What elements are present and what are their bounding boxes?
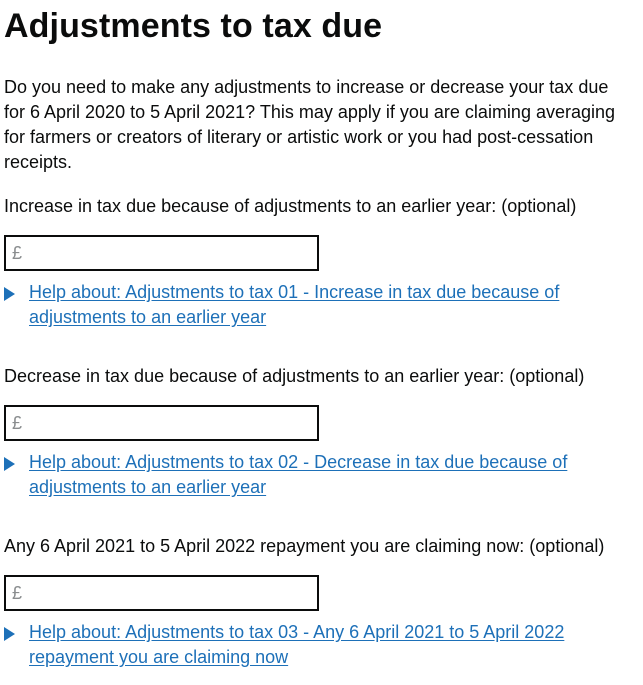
intro-text: Do you need to make any adjustments to increase or decrease your tax due for 6 April 2020 to 5 April 2021? This may apply if you are claiming averaging for farmers or creators of literary or artistic work or you had post-cessation receipts. [4, 77, 616, 172]
decrease-tax-input[interactable] [6, 407, 317, 439]
decrease-tax-field-group [4, 364, 640, 497]
repayment-claim-label: Any 6 April 2021 to 5 April 2022 repayment you are claiming now: (optional) [4, 536, 605, 556]
repayment-claim-input-wrapper [4, 575, 319, 611]
increase-tax-input-wrapper [4, 235, 319, 271]
increase-tax-label: Increase in tax due because of adjustments to an earlier year: (optional) [4, 196, 577, 216]
triangle-right-icon [4, 287, 15, 301]
decrease-tax-label: Decrease in tax due because of adjustments to an earlier year: (optional) [4, 366, 585, 386]
repayment-claim-field-group [4, 534, 640, 667]
increase-tax-input[interactable] [6, 237, 317, 269]
triangle-right-icon [4, 627, 15, 641]
help-link-adjustments-01[interactable]: Help about: Adjustments to tax 01 - Increase in tax due because of adjustments to an earlier year [29, 282, 560, 327]
help-link-adjustments-02[interactable]: Help about: Adjustments to tax 02 - Decrease in tax due because of adjustments to an earlier year [29, 452, 568, 497]
increase-tax-field-group [4, 194, 640, 327]
help-link-adjustments-03[interactable]: Help about: Adjustments to tax 03 - Any 6 April 2021 to 5 April 2022 repayment you are claiming now [29, 622, 565, 667]
page-title: Adjustments to tax due [4, 7, 383, 45]
triangle-right-icon [4, 457, 15, 471]
decrease-tax-input-wrapper [4, 405, 319, 441]
repayment-claim-input[interactable] [6, 577, 317, 609]
